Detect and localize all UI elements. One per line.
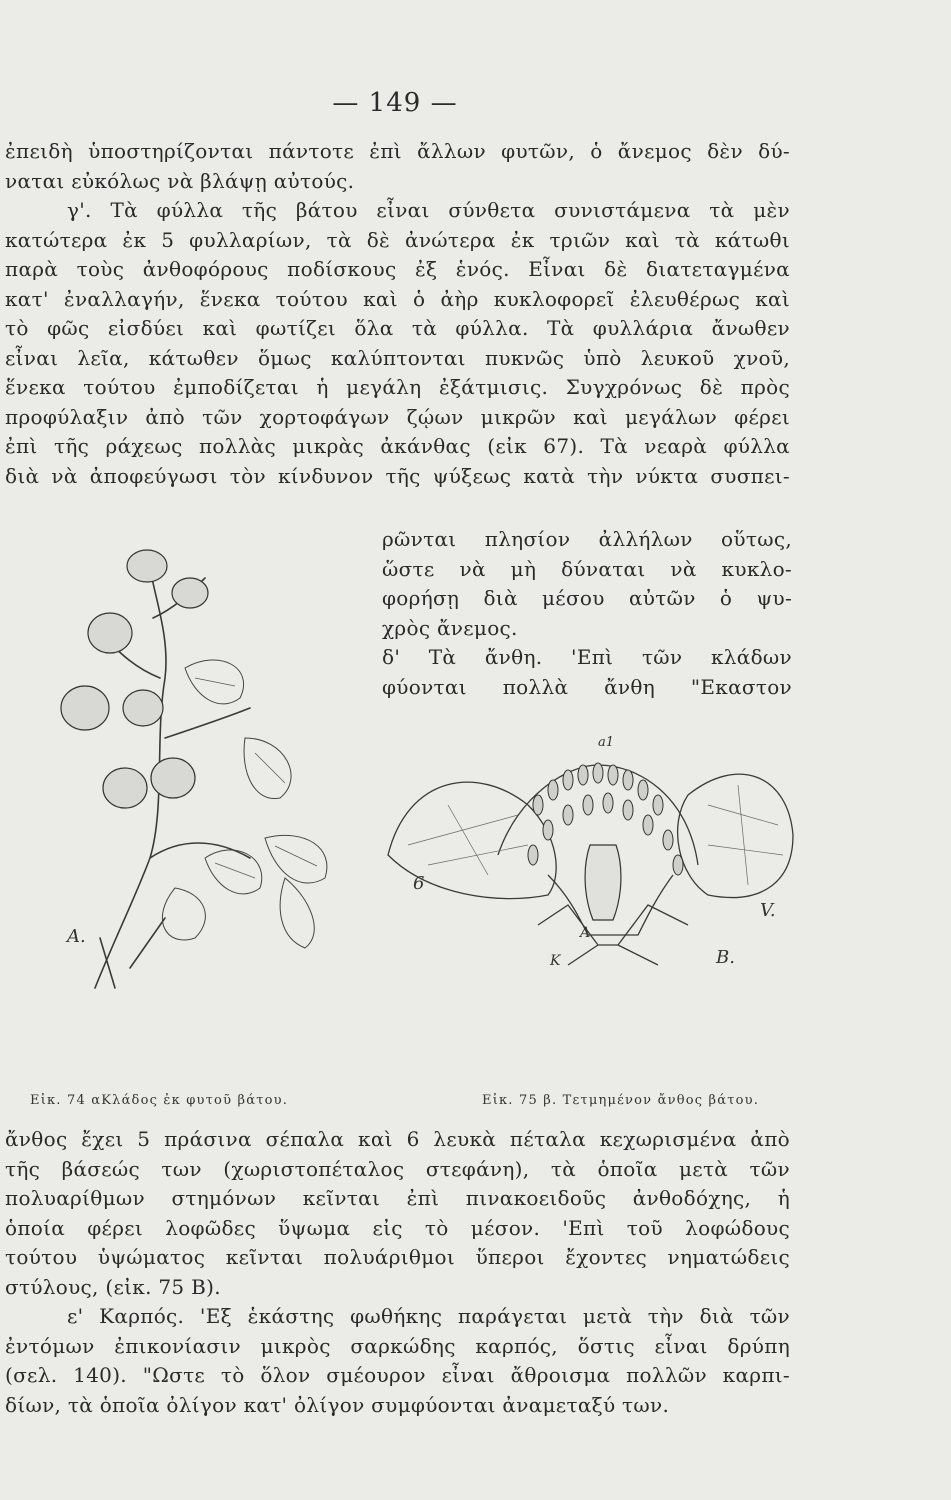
text-line: κατ' ἐναλλαγήν, ἕνεκα τούτου καὶ ὁ ἀὴρ κυκλοφορεῖ ἐλευθέρως καὶ [5, 286, 790, 311]
figure-label: A [580, 925, 591, 941]
text-line: ὥστε νὰ μὴ δύναται νὰ κυκλο- [382, 556, 792, 581]
top-paragraphs [5, 137, 790, 491]
page-number: — 149 — [332, 88, 458, 118]
text-line: τούτου ὑψώματος κεῖνται πολυάριθμοι ὕπεροι ἔχοντες νηματώδεις [5, 1245, 790, 1269]
text-line: χρὸς ἄνεμος. [382, 615, 518, 640]
text-line: ἐπὶ τῆς ράχεως πολλὰς μικρὰς ἀκάνθας (εἰκ 67). Τὰ νεαρὰ φύλλα [5, 434, 790, 458]
text-line: δίων, τὰ ὁποῖα ὀλίγον κατ' ὀλίγον συμφύονται ἀναμεταξύ των. [5, 1392, 670, 1417]
bramble-branch-drawing [55, 538, 355, 996]
figure-label: B. [716, 947, 735, 968]
text-line: γ'. Τὰ φύλλα τῆς βάτου εἶναι σύνθετα συνιστάμενα τὰ μὲν [67, 198, 790, 222]
text-line: διὰ νὰ ἀποφεύγωσι τὸν κίνδυνον τῆς ψύξεως κατὰ τὴν νύκτα συσπει- [5, 463, 790, 488]
figure-label: A. [67, 926, 86, 947]
text-line: ε' Καρπός. 'Εξ ἑκάστης φωθήκης παράγεται μετὰ τὴν διὰ τῶν [67, 1304, 790, 1328]
text-line: ναται εὐκόλως νὰ βλάψῃ αὐτούς. [5, 168, 355, 193]
figure-caption-74: Εἰκ. 74 αΚλάδος ἐκ φυτοῦ βάτου. [30, 1093, 289, 1108]
text-line: στύλους, (εἰκ. 75 Β). [5, 1274, 221, 1299]
figure-label: 6 [413, 873, 425, 894]
text-line: προφύλαξιν ἀπὸ τῶν χορτοφάγων ζῴων μικρῶν καὶ μεγάλων φέρει [5, 404, 790, 429]
text-line: φύονται πολλὰ ἄνθη "Εκαστον [382, 674, 792, 699]
figure-label: V. [760, 900, 776, 921]
sectioned-flower-illustration [368, 735, 798, 990]
bramble-branch-illustration [55, 538, 355, 996]
figure-label: a1 [598, 735, 615, 750]
text-line: πολυαρίθμων στημόνων κεῖνται ἐπὶ πινακοειδοῦς ἀνθοδόχης, ἡ [5, 1186, 790, 1210]
text-line: παρὰ τοὺς ἀνθοφόρους ποδίσκους ἐξ ἑνός. Εἶναι δὲ διατεταγμένα [5, 257, 790, 281]
text-line: εἶναι λεῖα, κάτωθεν ὅμως καλύπτονται πυκνῶς ὑπὸ λευκοῦ χνοῦ, [5, 345, 790, 370]
side-paragraph [382, 525, 792, 702]
text-line: τῆς βάσεώς των (χωριστοπέταλος στεφάνη), τὰ ὁποῖα μετὰ τῶν [5, 1156, 790, 1181]
text-line: ἐντόμων ἐπικονίασιν μικρὸς σαρκώδης καρπός, ὅστις εἶναι δρύπη [5, 1333, 790, 1358]
text-line: τὸ φῶς εἰσδύει καὶ φωτίζει ὅλα τὰ φύλλα. Τὰ φυλλάρια ἄνωθεν [5, 316, 790, 340]
text-line: φορήσῃ διὰ μέσου αὐτῶν ὁ ψυ- [382, 586, 792, 610]
text-line: ρῶνται πλησίον ἀλλήλων οὕτως, [382, 527, 792, 551]
figure-label: K [550, 953, 561, 969]
text-line: ἕνεκα τούτου ἐμποδίζεται ἡ μεγάλη ἐξάτμισις. Συγχρόνως δὲ πρὸς [5, 375, 790, 399]
text-line: ὁποία φέρει λοφῶδες ὕψωμα εἰς τὸ μέσον. 'Επὶ τοῦ λοφώδους [5, 1215, 790, 1240]
text-line: δ' Τὰ ἄνθη. 'Επὶ τῶν κλάδων [382, 645, 792, 669]
text-line: (σελ. 140). "Ωστε τὸ ὅλον σμέουρον εἶναι ἄθροισμα πολλῶν καρπι- [5, 1363, 790, 1387]
text-line: κατώτερα ἐκ 5 φυλλαρίων, τὰ δὲ ἀνώτερα ἐκ τριῶν καὶ τὰ κάτωθι [5, 227, 790, 252]
text-line: ἄνθος ἔχει 5 πράσινα σέπαλα καὶ 6 λευκὰ πέταλα κεχωρισμένα ἀπὸ [5, 1127, 790, 1151]
bottom-paragraphs [5, 1125, 790, 1420]
figure-caption-75: Εἰκ. 75 β. Τετμημένον ἄνθος βάτου. [482, 1093, 760, 1108]
text-line: ἐπειδὴ ὑποστηρίζονται πάντοτε ἐπὶ ἄλλων φυτῶν, ὁ ἄνεμος δὲν δύ- [5, 139, 790, 163]
